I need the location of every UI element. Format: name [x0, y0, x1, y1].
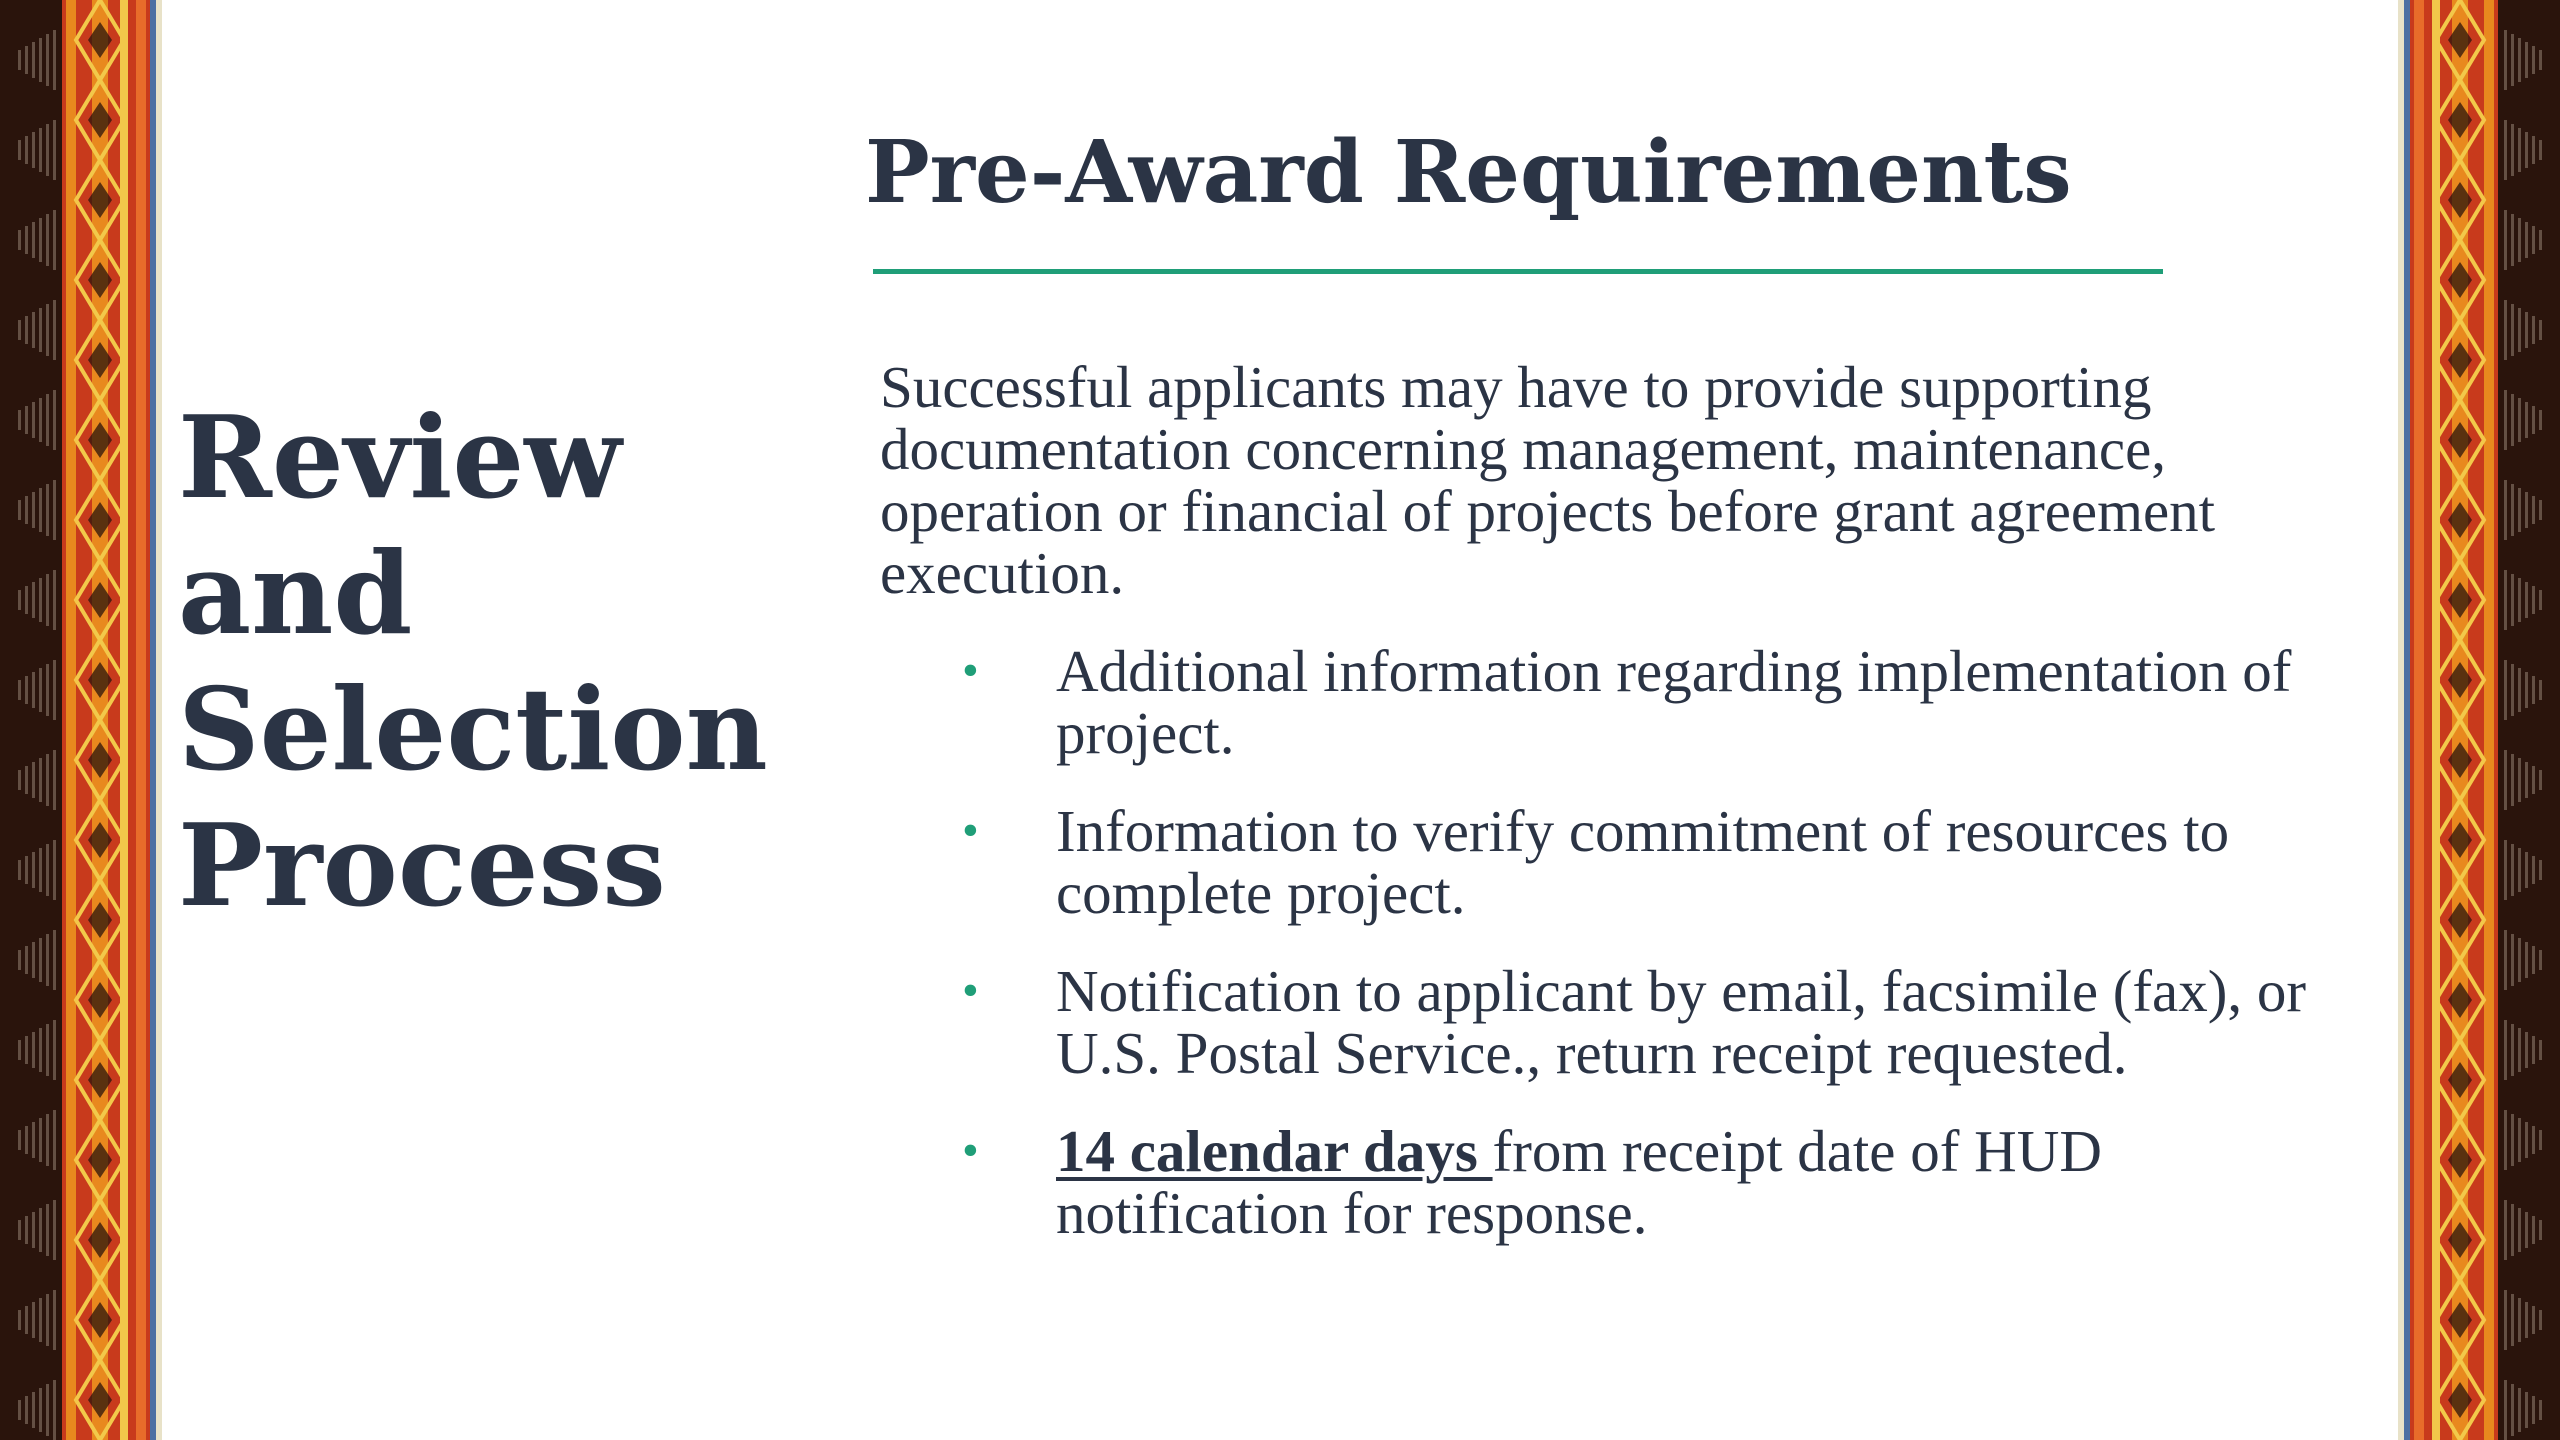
bullet-dot-icon: • — [962, 804, 979, 857]
bullet-dot-icon: • — [962, 644, 979, 697]
bullet-text: from receipt date of HUD notification for response. — [1056, 1118, 2102, 1246]
right-decorative-border — [2398, 0, 2560, 1440]
section-title: Review and Selection Process — [178, 391, 768, 932]
slide-title: Pre-Award Requirements — [865, 122, 2072, 223]
left-decorative-border — [0, 0, 162, 1440]
bullet-emphasis: 14 calendar days — [1056, 1118, 1493, 1184]
bullet-text: Notification to applicant by email, facsimile (fax), or U.S. Postal Service., return receipt requested. — [1056, 958, 2307, 1086]
bullet-dot-icon: • — [962, 964, 979, 1017]
title-underline-rule — [873, 269, 2163, 274]
bullet-list — [950, 640, 2350, 1280]
bullet-item — [950, 1120, 2350, 1244]
bullet-text: Information to verify commitment of resources to complete project. — [1056, 798, 2230, 926]
bullet-item — [950, 960, 2350, 1084]
bullet-dot-icon: • — [962, 1124, 979, 1177]
bullet-item — [950, 800, 2350, 924]
bullet-item — [950, 640, 2350, 764]
intro-paragraph: Successful applicants may have to provide supporting documentation concerning management, maintenance, operation or financial of projects before grant agreement execution. — [880, 354, 2216, 606]
bullet-text: Additional information regarding implementation of project. — [1056, 638, 2292, 766]
